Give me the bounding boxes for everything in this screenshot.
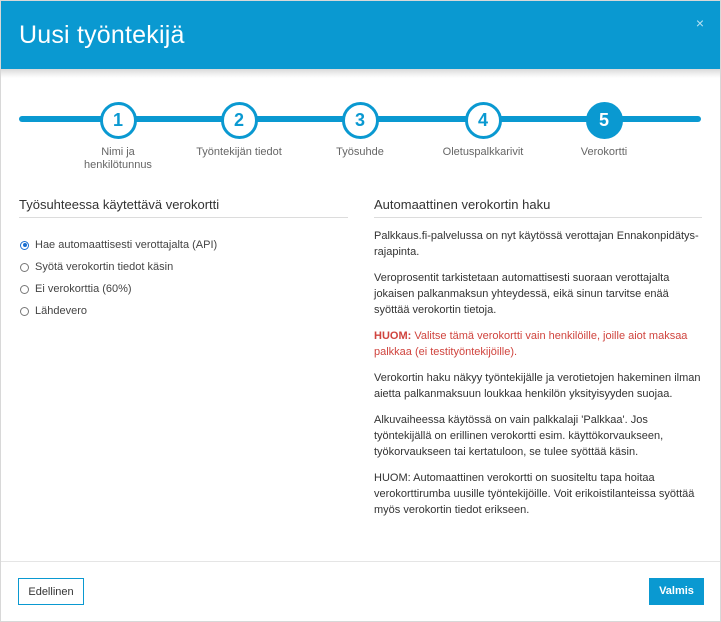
done-button[interactable]: Valmis [649, 578, 704, 605]
info-section-title: Automaattinen verokortin haku [374, 197, 702, 218]
option-enter-manually[interactable] [19, 256, 348, 278]
option-label: Ei verokorttia (60%) [35, 283, 132, 295]
previous-button[interactable]: Edellinen [18, 578, 84, 605]
warning-label: HUOM: [374, 330, 412, 342]
warning-paragraph [374, 328, 702, 360]
info-paragraph-5: Alkuvaiheessa käytössä on vain palkkalaji 'Palkkaa'. Jos työntekijällä on erillinen verokortti esim. käyttökorvaukseen, työkorvaukseen tai kertatuloon, se tulee syöttää käsin. [374, 414, 664, 458]
step-3-number: 3 [342, 102, 379, 139]
option-no-tax-card[interactable] [19, 278, 348, 300]
step-2[interactable] [169, 97, 309, 159]
option-withholding-at-source[interactable] [19, 300, 348, 322]
radio-button[interactable] [20, 307, 29, 316]
step-5[interactable] [534, 97, 674, 159]
radio-button[interactable] [20, 285, 29, 294]
close-icon[interactable]: × [695, 15, 704, 31]
step-5-label: Verokortti [580, 146, 628, 158]
radio-button-checked[interactable] [20, 241, 29, 250]
step-2-label: Työntekijän tiedot [196, 146, 282, 158]
step-4-label: Oletuspalkkarivit [442, 146, 524, 158]
option-label: Hae automaattisesti verottajalta (API) [35, 239, 218, 251]
info-paragraph-4: Verokortin haku näkyy työntekijälle ja verotietojen hakeminen ilman aietta palkanmaksuun loukkaa henkilön yksityisyyden suojaa. [374, 372, 701, 400]
step-5-number: 5 [586, 102, 623, 139]
step-4-number: 4 [465, 102, 502, 139]
step-3-label: Työsuhde [336, 146, 384, 158]
option-label: Syötä verokortin tiedot käsin [35, 261, 174, 273]
warning-text: Valitse tämä verokortti vain henkilöille, joille aiot maksaa palkkaa (ei testityöntekijöille). [374, 330, 688, 358]
auto-tax-card-info [374, 197, 702, 528]
step-1-number: 1 [100, 102, 137, 139]
tax-card-radio-group [19, 234, 348, 322]
step-1-label: Nimi ja henkilötunnus [84, 146, 152, 171]
step-2-number: 2 [221, 102, 258, 139]
info-paragraph-2: Veroprosentit tarkistetaan automattisesti suoraan verottajalta jokaisen palkanmaksun yhteydessä, eikä sinun tarvitse enää syöttää verokortin tietoja. [374, 272, 670, 316]
tax-card-selection [19, 197, 348, 322]
option-label: Lähdevero [35, 305, 87, 317]
dialog-header [1, 1, 720, 69]
radio-button[interactable] [20, 263, 29, 272]
header-shadow [1, 69, 720, 78]
option-fetch-automatically[interactable] [19, 234, 348, 256]
step-4[interactable] [413, 97, 553, 159]
step-1[interactable] [48, 97, 188, 172]
dialog-title: Uusi työntekijä [19, 21, 185, 49]
info-paragraph-1: Palkkaus.fi-palvelussa on nyt käytössä verottajan Ennakonpidätys-rajapinta. [374, 230, 699, 258]
wizard-stepper [1, 97, 720, 177]
info-paragraph-6: HUOM: Automaattinen verokortti on suositeltu tapa hoitaa verokorttirumba uusille työntekijöille. Voit erikoistilanteissa syöttää myös verokortin tiedot erikseen. [374, 472, 695, 516]
step-3[interactable] [290, 97, 430, 159]
tax-card-section-title: Työsuhteessa käytettävä verokortti [19, 197, 348, 218]
footer-divider [1, 561, 720, 562]
